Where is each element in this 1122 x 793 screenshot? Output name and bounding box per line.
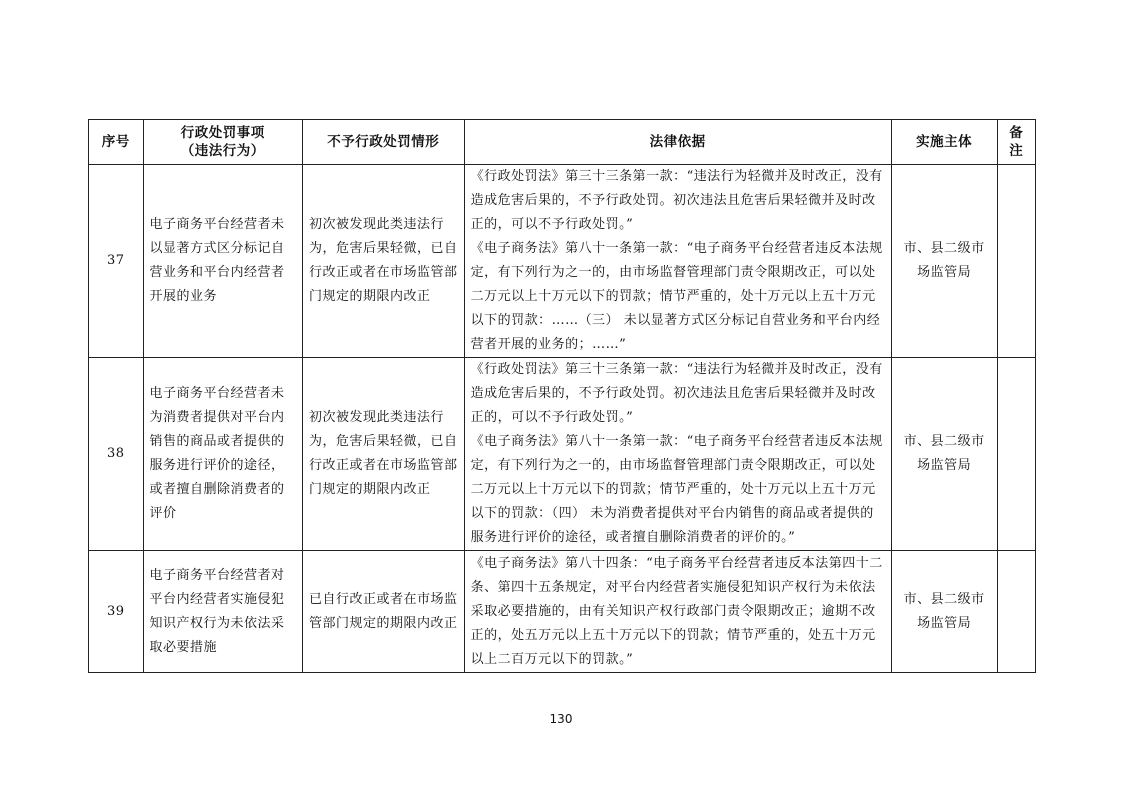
table-row <box>89 358 1036 551</box>
row-matter: 电子商务平台经营者未为消费者提供对平台内销售的商品或者提供的服务进行评价的途径，或者擅自删除消费者的评价 <box>143 358 303 551</box>
row-subject: 市、县二级市场监管局 <box>891 551 997 673</box>
row-exempt: 已自行改正或者在市场监管部门规定的期限内改正 <box>303 551 465 673</box>
row-subject: 市、县二级市场监管局 <box>891 358 997 551</box>
row-remark <box>997 551 1035 673</box>
row-exempt: 初次被发现此类违法行为，危害后果轻微，已自行改正或者在市场监管部门规定的期限内改正 <box>303 165 465 358</box>
table-row <box>89 165 1036 358</box>
header-basis: 法律依据 <box>464 120 891 165</box>
header-remark: 备注 <box>997 120 1035 165</box>
header-seq: 序号 <box>89 120 144 165</box>
row-seq: 38 <box>89 358 144 551</box>
header-row <box>89 120 1036 165</box>
row-subject: 市、县二级市场监管局 <box>891 165 997 358</box>
row-matter: 电子商务平台经营者对平台内经营者实施侵犯知识产权行为未依法采取必要措施 <box>143 551 303 673</box>
header-subject: 实施主体 <box>891 120 997 165</box>
header-matter-line2: （违法行为） <box>180 143 265 159</box>
table-row <box>89 551 1036 673</box>
page-number: 130 <box>549 712 573 726</box>
row-exempt: 初次被发现此类违法行为，危害后果轻微，已自行改正或者在市场监管部门规定的期限内改正 <box>303 358 465 551</box>
legal-basis-paragraph: 《行政处罚法》第三十三条第一款：“违法行为轻微并及时改正，没有造成危害后果的，不予行政处罚。初次违法且危害后果轻微并及时改正的，可以不予行政处罚。” <box>470 362 883 425</box>
legal-basis-paragraph: 《电子商务法》第八十一条第一款：“电子商务平台经营者违反本法规定，有下列行为之一的，由市场监督管理部门责令限期改正，可以处二万元以上十万元以下的罚款；情节严重的，处十万元以上五十万元以下的罚款：（四） 未为消费者提供对平台内销售的商品或者提供的服务进行评价的途径，或者擅自删除消费者的评价的。” <box>470 434 883 545</box>
row-legal-basis <box>464 358 891 551</box>
row-legal-basis <box>464 551 891 673</box>
row-remark <box>997 358 1035 551</box>
legal-basis-paragraph: 《行政处罚法》第三十三条第一款：“违法行为轻微并及时改正，没有造成危害后果的，不予行政处罚。初次违法且危害后果轻微并及时改正的，可以不予行政处罚。” <box>470 169 883 232</box>
row-seq: 39 <box>89 551 144 673</box>
header-exempt: 不予行政处罚情形 <box>303 120 465 165</box>
legal-basis-paragraph: 《电子商务法》第八十四条：“电子商务平台经营者违反本法第四十二条、第四十五条规定，对平台内经营者实施侵犯知识产权行为未依法采取必要措施的，由有关知识产权行政部门责令限期改正；逾期不改正的，处五万元以上五十万元以下的罚款；情节严重的，处五十万元以上二百万元以下的罚款。” <box>470 555 883 667</box>
row-seq: 37 <box>89 165 144 358</box>
row-matter: 电子商务平台经营者未以显著方式区分标记自营业务和平台内经营者开展的业务 <box>143 165 303 358</box>
header-matter-line1: 行政处罚事项 <box>180 125 265 141</box>
legal-basis-paragraph: 《电子商务法》第八十一条第一款：“电子商务平台经营者违反本法规定，有下列行为之一的，由市场监督管理部门责令限期改正，可以处二万元以上十万元以下的罚款；情节严重的，处十万元以上五十万元以下的罚款：……（三） 未以显著方式区分标记自营业务和平台内经营者开展的业务的；……” <box>470 241 883 352</box>
row-remark <box>997 165 1035 358</box>
penalty-table <box>88 119 1036 673</box>
header-matter <box>143 120 303 165</box>
row-legal-basis <box>464 165 891 358</box>
